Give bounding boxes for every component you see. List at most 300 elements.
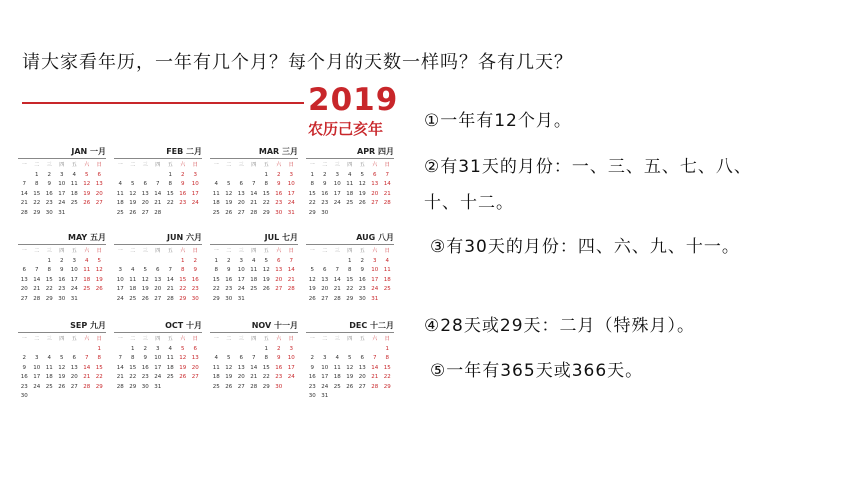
- weekday-header: 四: [347, 336, 353, 342]
- weekday-header: 二: [226, 336, 232, 342]
- weekday-header: 三: [142, 248, 148, 254]
- weekday-header: 四: [347, 248, 353, 254]
- day-cell: 7: [35, 267, 39, 273]
- weekday-header: 四: [155, 336, 161, 342]
- day-cell: 13: [275, 267, 283, 273]
- day-cell: 25: [250, 286, 258, 292]
- day-cell: 3: [193, 171, 197, 178]
- day-cell: 1: [310, 171, 314, 178]
- day-cell: 11: [70, 181, 78, 187]
- day-cell: 5: [143, 267, 147, 273]
- day-cell: 16: [58, 276, 66, 283]
- blank-day: [127, 257, 140, 267]
- day-cell: 6: [277, 257, 281, 264]
- day-cell: 15: [129, 364, 137, 371]
- answer-5: ⑤一年有365天或366天。: [430, 361, 644, 381]
- day-cell: 14: [154, 190, 162, 197]
- day-cell: 27: [141, 209, 149, 216]
- day-cell: 8: [97, 355, 101, 361]
- weekday-header: 四: [59, 336, 65, 342]
- day-cell: 17: [287, 190, 295, 197]
- day-cell: 11: [212, 364, 220, 371]
- weekday-header: 日: [384, 162, 390, 168]
- day-cell: 25: [83, 286, 91, 292]
- weekday-header: 日: [288, 162, 294, 168]
- day-cell: 11: [166, 355, 174, 361]
- day-cell: 18: [129, 286, 137, 292]
- day-cell: 20: [275, 276, 283, 283]
- month-title: AUG 八月: [306, 232, 394, 245]
- day-cell: 25: [166, 374, 174, 380]
- month-calendar: [210, 320, 298, 392]
- day-cell: 18: [166, 364, 174, 371]
- weekday-header: 六: [372, 248, 378, 254]
- day-cell: 12: [308, 276, 316, 283]
- day-cell: 27: [358, 383, 366, 390]
- day-cell: 18: [383, 276, 391, 283]
- weekday-header: 六: [180, 162, 186, 168]
- day-cell: 19: [129, 200, 137, 206]
- day-cell: 21: [154, 200, 162, 206]
- weekday-header: 二: [130, 336, 136, 342]
- day-cell: 14: [250, 364, 258, 371]
- day-cell: 27: [95, 200, 103, 206]
- weekday-header: 六: [276, 162, 282, 168]
- answer-2-continued: 十、十二。: [424, 193, 514, 213]
- blank-day: [331, 257, 344, 267]
- day-cell: 3: [289, 345, 293, 352]
- day-cell: 4: [252, 257, 256, 264]
- weekday-header: 一: [117, 336, 123, 342]
- day-cell: 20: [237, 374, 245, 380]
- weekday-header: 日: [384, 248, 390, 254]
- day-cell: 17: [371, 276, 379, 283]
- day-cell: 2: [277, 171, 281, 178]
- day-cell: 25: [116, 209, 124, 216]
- blank-day: [114, 171, 127, 181]
- blank-day: [139, 257, 152, 267]
- month-calendar: [306, 320, 394, 402]
- day-cell: 17: [237, 276, 245, 283]
- day-cell: 15: [383, 364, 391, 371]
- day-cell: 11: [45, 364, 53, 371]
- weekday-header: 五: [71, 162, 77, 168]
- blank-day: [306, 345, 319, 355]
- month-title: FEB 二月: [114, 146, 202, 159]
- day-cell: 2: [60, 257, 64, 264]
- day-cell: 30: [308, 393, 316, 399]
- day-cell: 12: [358, 181, 366, 187]
- day-cell: 14: [116, 364, 124, 371]
- day-cell: 12: [58, 364, 66, 371]
- day-cell: 5: [60, 355, 64, 361]
- day-cell: 29: [308, 209, 316, 216]
- month-title: JAN 一月: [18, 146, 106, 159]
- day-cell: 5: [181, 345, 185, 352]
- day-cell: 4: [131, 267, 135, 273]
- day-cell: 21: [166, 286, 174, 292]
- day-cell: 24: [33, 383, 41, 390]
- month-calendar: [18, 232, 106, 304]
- day-cell: 2: [143, 345, 147, 352]
- day-grid: [18, 335, 106, 402]
- month-calendar: [306, 146, 394, 218]
- weekday-header: 四: [347, 162, 353, 168]
- day-cell: 7: [385, 171, 389, 178]
- day-cell: 9: [227, 267, 231, 273]
- day-cell: 6: [156, 267, 160, 273]
- day-cell: 13: [191, 355, 199, 361]
- day-cell: 9: [143, 355, 147, 361]
- weekday-header: 二: [226, 162, 232, 168]
- day-grid: [210, 335, 298, 392]
- day-cell: 1: [264, 171, 268, 178]
- day-cell: 6: [373, 171, 377, 178]
- weekday-header: 四: [155, 162, 161, 168]
- day-cell: 17: [333, 190, 341, 197]
- month-calendar: [114, 146, 202, 218]
- day-cell: 9: [193, 267, 197, 273]
- day-cell: 24: [333, 200, 341, 206]
- day-cell: 22: [262, 200, 270, 206]
- weekday-header: 六: [180, 336, 186, 342]
- day-cell: 14: [287, 267, 295, 273]
- day-cell: 9: [310, 364, 314, 371]
- day-cell: 3: [60, 171, 64, 178]
- blank-day: [56, 345, 69, 355]
- day-cell: 2: [47, 171, 51, 178]
- blank-day: [331, 345, 344, 355]
- weekday-header: 日: [192, 248, 198, 254]
- day-cell: 20: [321, 286, 329, 292]
- day-cell: 7: [289, 257, 293, 264]
- day-cell: 1: [385, 345, 389, 352]
- day-cell: 10: [33, 364, 41, 371]
- day-cell: 28: [250, 209, 258, 216]
- day-cell: 30: [321, 209, 329, 216]
- weekday-header: 五: [167, 162, 173, 168]
- weekday-header: 一: [117, 162, 123, 168]
- day-cell: 24: [154, 374, 162, 380]
- day-cell: 8: [35, 181, 39, 187]
- day-cell: 17: [116, 286, 124, 292]
- day-cell: 15: [212, 276, 220, 283]
- day-cell: 15: [33, 190, 41, 197]
- weekday-header: 日: [288, 336, 294, 342]
- day-cell: 10: [287, 355, 295, 361]
- day-cell: 13: [371, 181, 379, 187]
- day-cell: 13: [154, 276, 162, 283]
- day-cell: 7: [118, 355, 122, 361]
- day-cell: 4: [385, 257, 389, 264]
- weekday-header: 三: [334, 336, 340, 342]
- day-cell: 28: [33, 295, 41, 302]
- day-cell: 11: [116, 190, 124, 197]
- weekday-header: 五: [71, 336, 77, 342]
- day-cell: 26: [83, 200, 91, 206]
- day-cell: 26: [358, 200, 366, 206]
- day-cell: 19: [83, 190, 91, 197]
- day-cell: 10: [321, 364, 329, 371]
- answer-4: ④28天或29天：二月（特殊月）。: [424, 316, 696, 336]
- day-cell: 10: [191, 181, 199, 187]
- day-cell: 28: [166, 295, 174, 302]
- day-cell: 22: [346, 286, 354, 292]
- day-cell: 30: [20, 393, 28, 399]
- day-cell: 20: [358, 374, 366, 380]
- day-cell: 21: [250, 200, 258, 206]
- day-cell: 2: [360, 257, 364, 264]
- day-cell: 16: [358, 276, 366, 283]
- day-cell: 17: [191, 190, 199, 197]
- day-cell: 17: [33, 374, 41, 380]
- lunar-year: 农历己亥年: [308, 120, 384, 138]
- weekday-header: 六: [276, 336, 282, 342]
- day-cell: 16: [275, 364, 283, 371]
- weekday-header: 日: [384, 336, 390, 342]
- day-cell: 2: [193, 257, 197, 264]
- weekday-header: 三: [46, 248, 52, 254]
- day-cell: 14: [333, 276, 341, 283]
- month-title: SEP 九月: [18, 320, 106, 333]
- day-cell: 23: [308, 383, 316, 390]
- day-cell: 5: [131, 181, 135, 187]
- day-cell: 4: [72, 171, 76, 178]
- day-cell: 10: [58, 181, 66, 187]
- day-cell: 5: [227, 355, 231, 361]
- day-cell: 30: [141, 383, 149, 390]
- day-cell: 6: [97, 171, 101, 178]
- day-cell: 10: [116, 276, 124, 283]
- day-cell: 6: [323, 267, 327, 273]
- day-cell: 21: [116, 374, 124, 380]
- month-title: JUN 六月: [114, 232, 202, 245]
- day-cell: 8: [264, 355, 268, 361]
- day-cell: 7: [252, 355, 256, 361]
- blank-day: [43, 345, 56, 355]
- day-cell: 24: [287, 200, 295, 206]
- day-cell: 20: [191, 364, 199, 371]
- day-cell: 1: [35, 171, 39, 178]
- day-cell: 14: [83, 364, 91, 371]
- blank-day: [152, 257, 165, 267]
- day-cell: 25: [346, 200, 354, 206]
- weekday-header: 六: [84, 248, 90, 254]
- day-cell: 18: [212, 200, 220, 206]
- weekday-header: 四: [251, 248, 257, 254]
- blank-day: [210, 345, 223, 355]
- day-cell: 23: [179, 200, 187, 206]
- day-cell: 28: [154, 209, 162, 216]
- day-cell: 30: [275, 383, 283, 390]
- day-cell: 9: [323, 181, 327, 187]
- blank-day: [306, 257, 319, 267]
- weekday-header: 一: [213, 248, 219, 254]
- day-cell: 8: [181, 267, 185, 273]
- day-cell: 28: [383, 200, 391, 206]
- answer-2: ②有31天的月份：一、三、五、七、八、: [424, 157, 752, 177]
- day-cell: 18: [45, 374, 53, 380]
- day-cell: 24: [70, 286, 78, 292]
- day-cell: 10: [154, 355, 162, 361]
- day-cell: 18: [346, 190, 354, 197]
- day-grid: [306, 335, 394, 402]
- day-cell: 22: [33, 200, 41, 206]
- day-cell: 21: [20, 200, 28, 206]
- day-cell: 24: [371, 286, 379, 292]
- day-cell: 7: [168, 267, 172, 273]
- day-cell: 23: [225, 286, 233, 292]
- day-cell: 19: [358, 190, 366, 197]
- weekday-header: 一: [21, 162, 27, 168]
- blank-day: [223, 171, 236, 181]
- day-cell: 2: [22, 355, 26, 361]
- day-cell: 11: [250, 267, 258, 273]
- weekday-header: 三: [334, 162, 340, 168]
- weekday-header: 六: [84, 162, 90, 168]
- day-cell: 6: [239, 181, 243, 187]
- day-cell: 30: [275, 209, 283, 216]
- day-cell: 5: [264, 257, 268, 264]
- day-cell: 7: [373, 355, 377, 361]
- day-cell: 14: [20, 190, 28, 197]
- day-cell: 19: [95, 276, 103, 283]
- day-cell: 13: [237, 190, 245, 197]
- day-cell: 1: [131, 345, 135, 352]
- weekday-header: 四: [155, 248, 161, 254]
- day-cell: 10: [333, 181, 341, 187]
- day-cell: 20: [154, 286, 162, 292]
- day-cell: 26: [225, 209, 233, 216]
- day-cell: 23: [20, 383, 28, 390]
- blank-day: [18, 257, 31, 267]
- day-cell: 23: [275, 374, 283, 380]
- day-cell: 16: [321, 190, 329, 197]
- day-cell: 29: [383, 383, 391, 390]
- weekday-header: 六: [372, 162, 378, 168]
- day-cell: 27: [70, 383, 78, 390]
- day-cell: 4: [348, 171, 352, 178]
- day-grid: [114, 247, 202, 304]
- day-cell: 1: [47, 257, 51, 264]
- weekday-header: 日: [192, 336, 198, 342]
- blank-day: [139, 171, 152, 181]
- weekday-header: 三: [46, 336, 52, 342]
- day-cell: 15: [95, 364, 103, 371]
- weekday-header: 四: [251, 336, 257, 342]
- month-title: JUL 七月: [210, 232, 298, 245]
- day-cell: 23: [358, 286, 366, 292]
- day-cell: 27: [371, 200, 379, 206]
- day-cell: 13: [237, 364, 245, 371]
- weekday-header: 二: [34, 336, 40, 342]
- day-cell: 22: [129, 374, 137, 380]
- blank-day: [235, 345, 248, 355]
- day-cell: 26: [95, 286, 103, 292]
- month-calendar: [306, 232, 394, 304]
- day-cell: 15: [179, 276, 187, 283]
- weekday-header: 三: [142, 336, 148, 342]
- day-cell: 8: [214, 267, 218, 273]
- day-cell: 27: [237, 209, 245, 216]
- day-cell: 9: [181, 181, 185, 187]
- day-cell: 6: [143, 181, 147, 187]
- day-cell: 9: [60, 267, 64, 273]
- weekday-header: 四: [59, 162, 65, 168]
- weekday-header: 日: [96, 248, 102, 254]
- day-cell: 3: [35, 355, 39, 361]
- month-title: MAR 三月: [210, 146, 298, 159]
- day-cell: 12: [83, 181, 91, 187]
- day-cell: 12: [346, 364, 354, 371]
- month-title: DEC 十二月: [306, 320, 394, 333]
- blank-day: [81, 345, 94, 355]
- blank-day: [68, 345, 81, 355]
- day-cell: 3: [239, 257, 243, 264]
- day-cell: 12: [129, 190, 137, 197]
- day-cell: 14: [250, 190, 258, 197]
- day-cell: 21: [83, 374, 91, 380]
- day-grid: [210, 247, 298, 304]
- day-cell: 7: [335, 267, 339, 273]
- day-cell: 19: [346, 374, 354, 380]
- weekday-header: 一: [309, 336, 315, 342]
- day-cell: 11: [346, 181, 354, 187]
- day-cell: 16: [191, 276, 199, 283]
- day-cell: 10: [237, 267, 245, 273]
- month-title: MAY 五月: [18, 232, 106, 245]
- day-cell: 24: [58, 200, 66, 206]
- day-cell: 31: [237, 295, 245, 302]
- day-cell: 21: [371, 374, 379, 380]
- weekday-header: 二: [322, 162, 328, 168]
- day-cell: 25: [212, 209, 220, 216]
- day-cell: 19: [308, 286, 316, 292]
- day-cell: 19: [225, 200, 233, 206]
- day-cell: 13: [20, 276, 28, 283]
- day-cell: 3: [72, 257, 76, 264]
- blank-day: [248, 345, 261, 355]
- day-cell: 31: [371, 295, 379, 302]
- day-cell: 8: [264, 181, 268, 187]
- day-cell: 15: [346, 276, 354, 283]
- day-cell: 29: [212, 295, 220, 302]
- day-cell: 29: [129, 383, 137, 390]
- weekday-header: 三: [238, 248, 244, 254]
- day-cell: 5: [227, 181, 231, 187]
- weekday-header: 六: [276, 248, 282, 254]
- day-grid: [114, 161, 202, 218]
- day-cell: 26: [129, 209, 137, 216]
- weekday-header: 五: [359, 336, 365, 342]
- day-cell: 27: [275, 286, 283, 292]
- day-cell: 18: [333, 374, 341, 380]
- weekday-header: 一: [213, 162, 219, 168]
- day-cell: 28: [116, 383, 124, 390]
- day-cell: 11: [129, 276, 137, 283]
- day-cell: 8: [385, 355, 389, 361]
- day-cell: 18: [212, 374, 220, 380]
- day-cell: 28: [371, 383, 379, 390]
- day-cell: 8: [47, 267, 51, 273]
- day-cell: 23: [58, 286, 66, 292]
- day-cell: 27: [321, 295, 329, 302]
- day-cell: 15: [45, 276, 53, 283]
- day-cell: 18: [70, 190, 78, 197]
- day-cell: 2: [227, 257, 231, 264]
- day-cell: 5: [360, 171, 364, 178]
- day-cell: 7: [85, 355, 89, 361]
